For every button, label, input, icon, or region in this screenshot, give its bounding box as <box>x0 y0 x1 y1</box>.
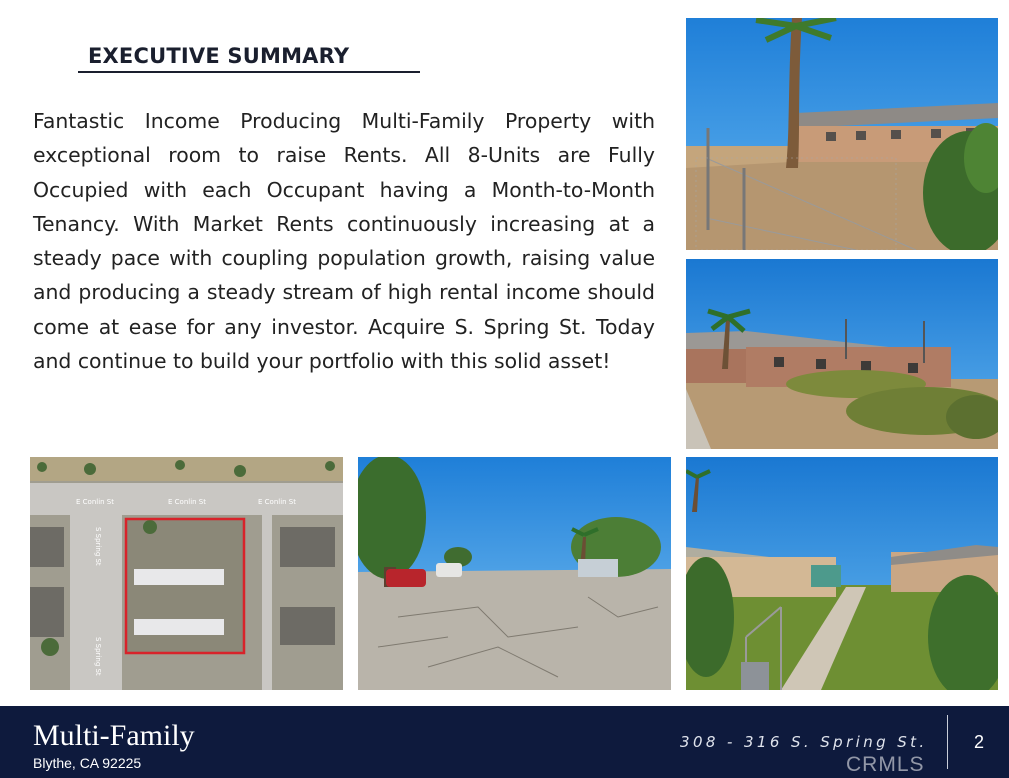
heading-underline <box>78 71 420 73</box>
footer-address: 308 - 316 S. Spring St. <box>680 733 928 751</box>
street-label: S Spring St <box>94 527 102 566</box>
summary-paragraph: Fantastic Income Producing Multi-Family Property with exceptional room to raise Rents. All 8-Units are Fully Occupied with each Occupant having a Month-to-Month Tenancy. With Market Rents continuously increasing at a steady pace with coupling population growth, raising value and producing a steady stream of high rental income should come at ease for any investor. Acquire S. Spring St. Today and continue to build your portfolio with this solid asset! <box>33 109 655 374</box>
street-label: E Conlin St <box>258 498 296 506</box>
footer-title: Multi-Family <box>33 719 195 752</box>
photo-walkway <box>686 457 998 690</box>
aerial-parcel-map <box>30 457 343 690</box>
street-label: E Conlin St <box>76 498 114 506</box>
footer-bar <box>0 706 1009 778</box>
crmls-watermark: CRMLS <box>846 753 925 776</box>
footer-divider <box>947 715 948 769</box>
section-heading: EXECUTIVE SUMMARY <box>88 44 350 68</box>
street-label: E Conlin St <box>168 498 206 506</box>
photo-building-brush <box>686 259 998 449</box>
page-number: 2 <box>974 732 985 752</box>
footer-location: Blythe, CA 92225 <box>33 755 142 771</box>
street-label: S Spring St <box>94 637 102 676</box>
photo-street <box>358 457 671 690</box>
photo-palm-fence <box>686 18 998 250</box>
